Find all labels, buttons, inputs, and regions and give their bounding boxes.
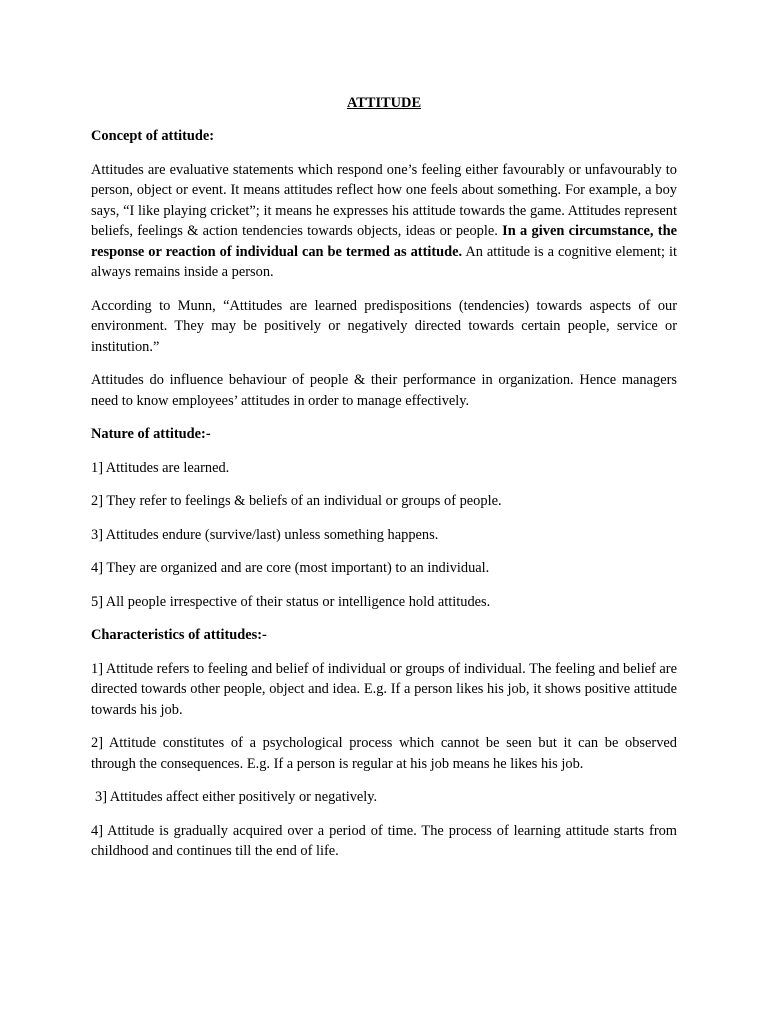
characteristics-item-1: 1] Attitude refers to feeling and belief of individual or groups of individual. The feeling and belief are directed towards other people, object and idea. E.g. If a person likes his job, it shows positive attitude towards his job. xyxy=(91,660,677,718)
nature-item-5: 5] All people irrespective of their status or intelligence hold attitudes. xyxy=(91,593,491,610)
nature-item-1: 1] Attitudes are learned. xyxy=(91,459,230,476)
concept-paragraph-1 xyxy=(91,160,677,283)
concept-paragraph-1-bold: In a given circumstance, the response or reaction of individual can be termed as attitude. xyxy=(91,223,677,260)
concept-paragraph-1-text-c: An attitude is a cognitive element; it always remains inside a person. xyxy=(91,243,677,280)
nature-heading: Nature of attitude:- xyxy=(91,426,211,442)
characteristics-item-3: 3] Attitudes affect either positively or negatively. xyxy=(95,789,378,805)
document-page xyxy=(91,93,677,875)
concept-paragraph-2: According to Munn, “Attitudes are learned predispositions (tendencies) towards aspects of our environment. They may be positively or negatively directed towards certain people, service or institution.” xyxy=(91,297,677,355)
concept-heading: Concept of attitude: xyxy=(91,128,215,144)
concept-paragraph-3: Attitudes do influence behaviour of people & their performance in organization. Hence managers need to know employees’ attitudes in order to manage effectively. xyxy=(91,372,677,409)
nature-item-2: 2] They refer to feelings & beliefs of an individual or groups of people. xyxy=(91,493,502,509)
concept-paragraph-1-text-a: Attitudes are evaluative statements which respond one’s feeling either favourably or unfavourably to person, object or event. It means attitudes reflect how one feels about something. For example, a boy says, “I like playing cricket”; it means he expresses his attitude towards the game. Attitudes represent beliefs, feelings & action tendencies towards objects, ideas or people. xyxy=(91,161,677,239)
characteristics-item-2: 2] Attitude constitutes of a psychological process which cannot be seen but it can be observed through the consequences. E.g. If a person is regular at his job means he likes his job. xyxy=(91,735,677,772)
characteristics-heading: Characteristics of attitudes:- xyxy=(91,627,267,643)
nature-item-3: 3] Attitudes endure (survive/last) unless something happens. xyxy=(91,526,439,543)
characteristics-item-4: 4] Attitude is gradually acquired over a period of time. The process of learning attitude starts from childhood and continues till the end of life. xyxy=(91,822,677,859)
document-title: ATTITUDE xyxy=(346,95,422,111)
nature-item-4: 4] They are organized and are core (most important) to an individual. xyxy=(91,560,490,576)
